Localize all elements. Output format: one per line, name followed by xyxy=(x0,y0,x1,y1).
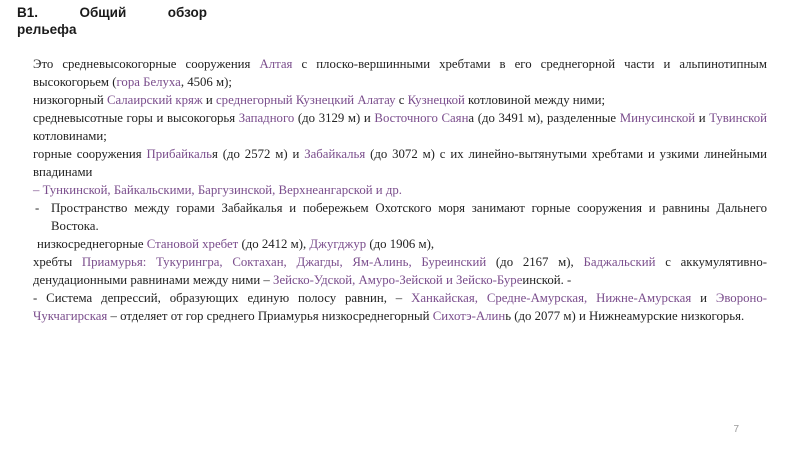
text: (до 3072 м) с их линейно-вытянутыми хребтами и узкими линейными впадинами xyxy=(33,147,768,179)
place-link-evoron: Эвороно-Чукчагирская xyxy=(33,291,767,323)
text: – отделяет от гор среднего Приамурья низкосреднегорный xyxy=(107,309,433,323)
place-link-dzhugdzhur: Джугджур xyxy=(309,237,367,251)
text: низкосреднегорные xyxy=(37,237,147,251)
text: хребты xyxy=(33,255,82,269)
text: котловиной между ними; xyxy=(464,93,605,107)
text: Это средневысокогорные сооружения xyxy=(33,57,260,71)
place-link-western-sayan: Западного xyxy=(238,111,295,125)
place-link-zeya-plains: Зейско-Удской, Амуро-Зейской и Зейско-Буре xyxy=(273,273,523,287)
text: и xyxy=(691,291,716,305)
text: горные сооружения xyxy=(33,147,147,161)
text: и xyxy=(695,111,710,125)
text: Пространство между горами Забайкалья и побережьем Охотского моря занимают горные сооружения и равнины Дальнего Востока. xyxy=(51,201,767,233)
paragraph-salair xyxy=(33,91,767,109)
text: инской. - xyxy=(522,273,572,287)
slide-title-line2: рельефа xyxy=(17,22,77,37)
text: низкогорный xyxy=(33,93,107,107)
place-link-tuva: Тувинской xyxy=(709,111,767,125)
place-link-eastern-sayan: Восточного Саян xyxy=(374,111,469,125)
slide-title xyxy=(17,4,207,38)
paragraph-altai xyxy=(33,55,767,91)
place-link-zabaikalye: Забайкалья xyxy=(304,147,366,161)
text: (до 2167 м), xyxy=(486,255,584,269)
bullet-dash: - xyxy=(35,201,40,215)
text: (до 1906 м), xyxy=(366,237,435,251)
text: а (до 3491 м), разделенные xyxy=(468,111,620,125)
paragraph-baikal xyxy=(33,145,767,181)
place-link-depressions: – Тункинской, Байкальскими, Баргузинской, Верхнеангарской и др. xyxy=(33,183,402,197)
text: с плоско-вершинными хребтами в его среднегорной части и альпинотипным высокогорьем ( xyxy=(33,57,767,89)
place-link-kuznetsk-alatau: среднегорный Кузнецкий Алатау xyxy=(215,93,396,107)
text: (до 2412 м), xyxy=(238,237,310,251)
text: , 4506 м); xyxy=(180,75,232,89)
text: и xyxy=(202,93,216,107)
paragraph-sayan xyxy=(33,109,767,145)
text: средневысотные горы и высокогорья xyxy=(33,111,239,125)
bullet-far-east xyxy=(33,199,767,235)
slide-body xyxy=(33,55,767,325)
place-link-sikhote-alin: Сихотэ-Алин xyxy=(432,309,506,323)
text: - Система депрессий, образующих единую полосу равнин, – xyxy=(33,291,412,305)
page-number: 7 xyxy=(733,424,739,435)
place-link-pribaikalye: Прибайкаль xyxy=(146,147,213,161)
place-link-minusinsk: Минусинской xyxy=(619,111,696,125)
place-link-altai: Алтая xyxy=(259,57,293,71)
text: (до 3129 м) и xyxy=(294,111,375,125)
slide-title-line1: В1. Общий обзор xyxy=(17,5,207,20)
paragraph-depressions xyxy=(33,181,767,199)
paragraph-amur-plains xyxy=(33,289,767,325)
text: котловинами; xyxy=(33,129,107,143)
text: с аккумулятивно-денудационными равнинами между ними – xyxy=(33,255,767,287)
place-link-badzhalsky: Баджальский xyxy=(583,255,656,269)
text: с xyxy=(395,93,408,107)
paragraph-stanovoy xyxy=(33,235,767,253)
place-link-priamurye: Приамурья: Тукурингра, Соктахан, Джагды, Ям-Алинь, Буреинский xyxy=(81,255,487,269)
paragraph-priamurye xyxy=(33,253,767,289)
place-link-amur-plains: Ханкайская, Средне-Амурская, Нижне-Амурская xyxy=(411,291,692,305)
text: ь (до 2077 м) и Нижнеамурские низкогорья. xyxy=(505,309,745,323)
place-link-stanovoy: Становой хребет xyxy=(146,237,239,251)
place-link-salair: Салаирский кряж xyxy=(106,93,203,107)
place-link-kuznetsk: Кузнецкой xyxy=(407,93,465,107)
place-link-belukha: гора Белуха xyxy=(116,75,181,89)
text: я (до 2572 м) и xyxy=(212,147,305,161)
